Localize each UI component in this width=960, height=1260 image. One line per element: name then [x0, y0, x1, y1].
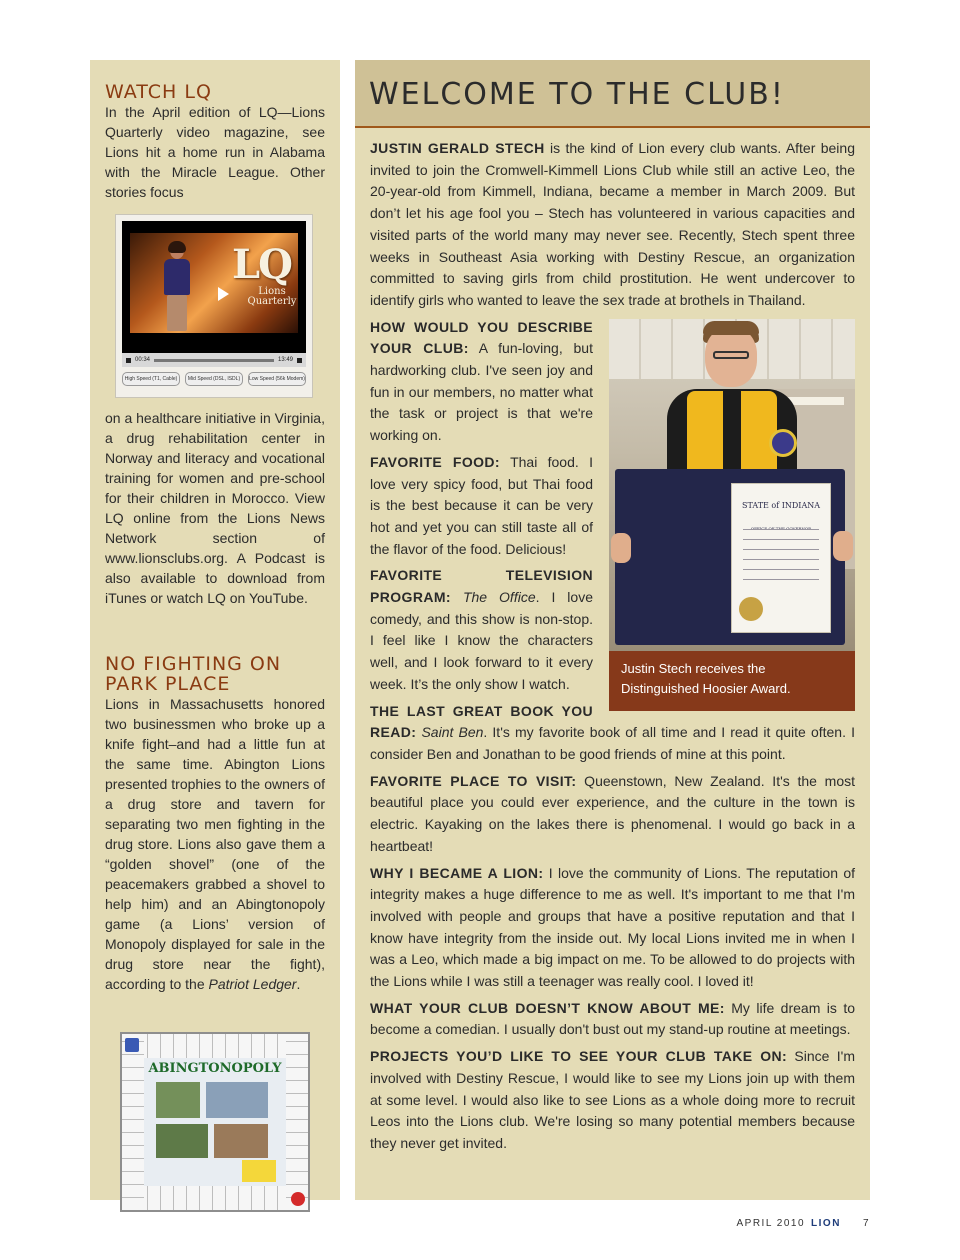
high-speed-button[interactable]: High Speed (T1, Cable) [122, 372, 180, 386]
answer: Queenstown, New Zealand. It's the most beautiful place you could ever experience, and the culture in the town is electric. Kayaking on the lakes there is phenomenal. I would go back in a heartbeat! [370, 772, 855, 854]
question: FAVORITE PLACE TO VISIT: [370, 772, 577, 789]
volume-icon[interactable] [297, 358, 302, 363]
question: FAVORITE TELEVISION PROGRAM: [370, 567, 593, 606]
go-to-jail-icon [291, 1192, 305, 1206]
news-source: Patriot Ledger [208, 976, 297, 992]
answer: Since I'm involved with Destiny Rescue, I would like to see my Lions join up with them at some level. I would also like to see Lions as a whole doing more to recruit Leos into the Lions club. We're losing so many potential members because they never get invited. [370, 1048, 855, 1151]
no-fighting-heading-line2: PARK PLACE [105, 673, 231, 695]
lq-logo-subtitle: Lions Quarterly [247, 286, 297, 307]
article-title: WELCOME TO THE CLUB! [369, 77, 785, 112]
question: THE LAST GREAT BOOK YOU READ: [370, 702, 593, 741]
answer: I love the community of Lions. The reputation of integrity makes a huge difference to me as well. It's important to me that I'm involved with people and groups that have a positive reputation and that I know have integrity from the inside out. My local Lions invited me in when I was a Leo, which made a big impact on me. To be allowed to do projects with the Lions while I was still a teenager was really cool. I loved it! [370, 864, 856, 990]
member-name: JUSTIN GERALD STECH [370, 140, 545, 156]
page-footer [736, 1218, 870, 1229]
no-fighting-heading-line1: NO FIGHTING ON [105, 653, 282, 675]
certificate-state: STATE of INDIANA [741, 500, 821, 510]
answer: . I love comedy, and this show is non-stop. I feel like I know the characters well, and I look forward to it every week. It’s the only show I watch. [370, 589, 593, 692]
pause-icon[interactable] [126, 358, 131, 363]
video-screen[interactable] [122, 221, 306, 367]
speed-options [122, 372, 306, 386]
article-body [355, 128, 870, 1155]
qa-why-lion [370, 863, 855, 993]
lions-emblem-icon [769, 429, 797, 457]
question: WHAT YOUR CLUB DOESN’T KNOW ABOUT ME: [370, 999, 725, 1016]
certificate-seal-icon [739, 597, 763, 621]
intro-paragraph [370, 138, 855, 312]
low-speed-button[interactable]: Low Speed (56k Modem) [248, 372, 306, 386]
video-controls [122, 353, 306, 367]
article-header [355, 60, 870, 128]
intro-text: is the kind of Lion every club wants. After being invited to join the Cromwell-Kimmell Lions Club while still an active Leo, the 20-year-old from Kimmell, Indiana, became a member in March 2009. But don’t let his age fool you – Stech has volunteered in various capacities and visited parts of the world many may never see. Recently, Stech spent three weeks in Southeast Asia working with Destiny Rescue, an organization committed to saving girls from child prostitution. He went undercover to identify girls who wanted to leave the sex trade at brothels in Thailand. [370, 140, 855, 308]
play-icon[interactable] [218, 287, 229, 301]
main-article [355, 60, 870, 1200]
no-fighting-text [105, 694, 325, 994]
lq-logo: LQ [232, 241, 291, 288]
certificate-title [735, 495, 827, 540]
sidebar [90, 60, 340, 1200]
lq-video-player[interactable] [115, 214, 313, 398]
answer: A fun-loving, but hardworking club. I've seen joy and fun in our members, no matter what the task or project is that we're working on. [370, 340, 593, 444]
answer: Thai food. I love very spicy food, but Thai food is the best because it can be very hot and yet you can still taste all of the flavor of the food. Delicious! [370, 453, 593, 557]
no-fighting-heading [105, 654, 325, 694]
time-total: 13:49 [277, 357, 293, 363]
free-parking-icon [125, 1038, 139, 1052]
mid-speed-button[interactable]: Mid Speed (DSL, ISDL) [185, 372, 243, 386]
answer: . It's my favorite book of all time and I read it quite often. I consider Ben and Jonathan to be good friends of mine at this point. [370, 724, 855, 762]
seek-bar[interactable] [154, 359, 274, 362]
question: HOW WOULD YOU DESCRIBE YOUR CLUB: [370, 318, 593, 357]
page-number: 7 [862, 1218, 870, 1229]
photo-image [609, 319, 855, 651]
no-fighting-body: Lions in Massachusetts honored two businessmen who broke up a knife fight–and had a little fun at the same time. Abington Lions presented trophies to the owners of a drug store and tavern for separating two men fighting in the drug store. Lions also gave them a “golden shovel” (one of the peacemakers grabbed a shovel to help him) and an Abingtonopoly game (a Lions’ version of Monopoly displayed for sale in the drug store near the fight), according to the [105, 696, 325, 992]
qa-about-me [370, 998, 855, 1041]
video-presenter [160, 243, 194, 333]
answer: My life dream is to become a comedian. I usually don't bust out my stand-up routine at meetings. [370, 999, 855, 1038]
answer-title: Saint Ben [421, 724, 484, 741]
time-elapsed: 00:34 [135, 357, 151, 363]
question: FAVORITE FOOD: [370, 453, 500, 470]
watch-lq-heading: WATCH LQ [105, 81, 212, 103]
abingtonopoly-board-image [120, 1032, 310, 1212]
member-photo [609, 319, 855, 711]
qa-projects [370, 1046, 855, 1155]
photo-caption: Justin Stech receives the Distinguished Hoosier Award. [621, 660, 791, 696]
watch-lq-continued: on a healthcare initiative in Virginia, a drug rehabilitation center in Norway and literacy and vocational training for women and pre-school for their children in Morocco. View LQ online from the Lions News Network section of www.lionsclubs.org. A Podcast is also available to download from iTunes or watch LQ on YouTube. [105, 410, 325, 606]
issue-date: APRIL 2010 [736, 1218, 806, 1229]
answer-title: The Office [462, 589, 536, 606]
question: PROJECTS YOU’D LIKE TO SEE YOUR CLUB TAKE ON: [370, 1048, 788, 1065]
qa-favorite-place [370, 771, 855, 858]
magazine-name: LION [811, 1218, 841, 1229]
question: WHY I BECAME A LION: [370, 864, 544, 881]
watch-lq-intro: In the April edition of LQ—Lions Quarterly video magazine, see Lions hit a home run in Alabama with the Miracle League. Other stories focus [105, 104, 325, 200]
no-fighting-end: . [296, 976, 301, 992]
board-title: ABINGTONOPOLY [148, 1061, 282, 1076]
